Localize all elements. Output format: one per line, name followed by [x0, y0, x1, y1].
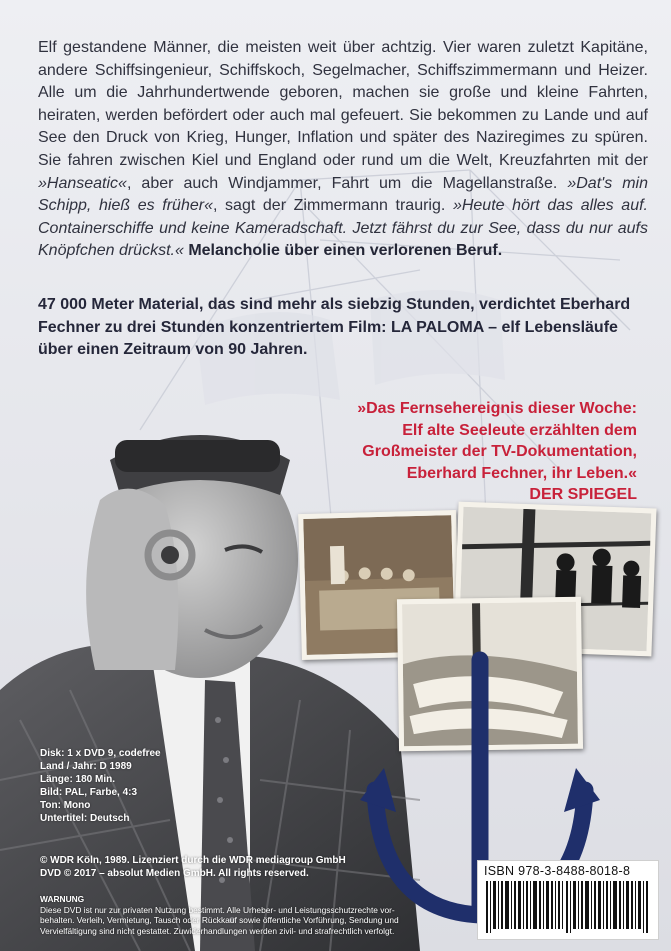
copyright-line: © WDR Köln, 1989. Lizenziert durch die WDR mediagroup GmbH — [40, 855, 346, 866]
copyright-line: DVD © 2017 – absolut Medien GmbH. All rights reserved. — [40, 868, 309, 879]
spec-sound: Ton: Mono — [40, 800, 91, 811]
quote-container: »Heute hört das alles auf. Containerschiffe und keine Kameradschaft. Jetzt fährst du zur See, dass du nur aufs Knöpfchen drückst.« — [38, 197, 648, 260]
copyright-notice — [40, 854, 346, 880]
legal-warning — [40, 894, 480, 936]
summary-text: 47 000 Meter Material, das sind mehr als siebzig Stunden, verdichtet Eberhard Fechner zu drei Stunden konzentriertem Film: LA PALOMA – elf Lebensläufe über einen Zeitraum von 90 Jahren. — [38, 296, 631, 359]
warning-title: WARNUNG — [40, 894, 85, 904]
isbn-barcode-box — [477, 860, 659, 940]
spec-country-year: Land / Jahr: D 1989 — [40, 761, 132, 772]
intro-text: Elf gestandene Männer, die meisten weit über achtzig. Vier waren zuletzt Kapitäne, andere Schiffsingenieur, Schiffskoch, Segelmacher, Schiffszimmermann und Heizer. Alle um die Jahrhundertwende geboren, machen sie große und kleine Fahrten, heiraten, werden befördert oder auch mal gefeuert. Sie bekommen zu Lande und auf See den Druck von Krieg, Hunger, Inflation und später des Naziregimes zu spüren. Sie fahren zwischen Kiel und England oder rund um die Welt, Kreuzfahrten mit der »Hanseatic«, aber auch Windjammer, Fahrt um die Magellanstraße. »Dat's min Schipp, hieß es früher«, sagt der Zimmermann traurig. »Heute hört das alles auf. Containerschiffe und keine Kameradschaft. Jetzt fährst du zur See, dass du nur aufs Knöpfchen drückst.« Melancholie über einen verlorenen Beruf. — [38, 39, 649, 260]
press-quote-line: Elf alte Seeleute erzählten dem — [402, 421, 637, 439]
warning-line: behalten. Verleih, Vermietung, Tausch oder Rückkauf sowie öffentliche Vorführung, Sendung und — [40, 915, 399, 926]
press-quote-line: Eberhard Fechner, ihr Leben.« — [406, 464, 637, 482]
warning-line: Vervielfältigung sind nicht gestattet. Zuwiderhandlungen werden zivil- und strafrechtlich verfolgt. — [40, 925, 395, 936]
quote-schipp: »Dat's min Schipp, hieß es früher« — [38, 174, 649, 215]
isbn-number: ISBN 978-3-8488-8018-8 — [484, 864, 631, 878]
disc-specs — [40, 747, 161, 825]
intro-conclusion: Melancholie über einen verlorenen Beruf. — [188, 242, 503, 260]
spec-length: Länge: 180 Min. — [40, 774, 116, 785]
press-quote-source: DER SPIEGEL — [529, 486, 637, 503]
warning-line: Diese DVD ist nur zur privaten Nutzung bestimmt. Alle Urheber- und Leistungsschutzrechte vor- — [40, 904, 395, 915]
press-quote-line: Großmeister der TV-Dokumentation, — [362, 443, 637, 460]
spec-picture: Bild: PAL, Farbe, 4:3 — [40, 787, 138, 798]
spec-disk: Disk: 1 x DVD 9, codefree — [40, 748, 161, 759]
press-quote-line: »Das Fernsehereignis dieser Woche: — [357, 400, 637, 417]
spec-subtitles: Untertitel: Deutsch — [40, 813, 130, 824]
quote-hanseatic: »Hanseatic« — [38, 174, 127, 192]
barcode-icon — [486, 881, 650, 933]
